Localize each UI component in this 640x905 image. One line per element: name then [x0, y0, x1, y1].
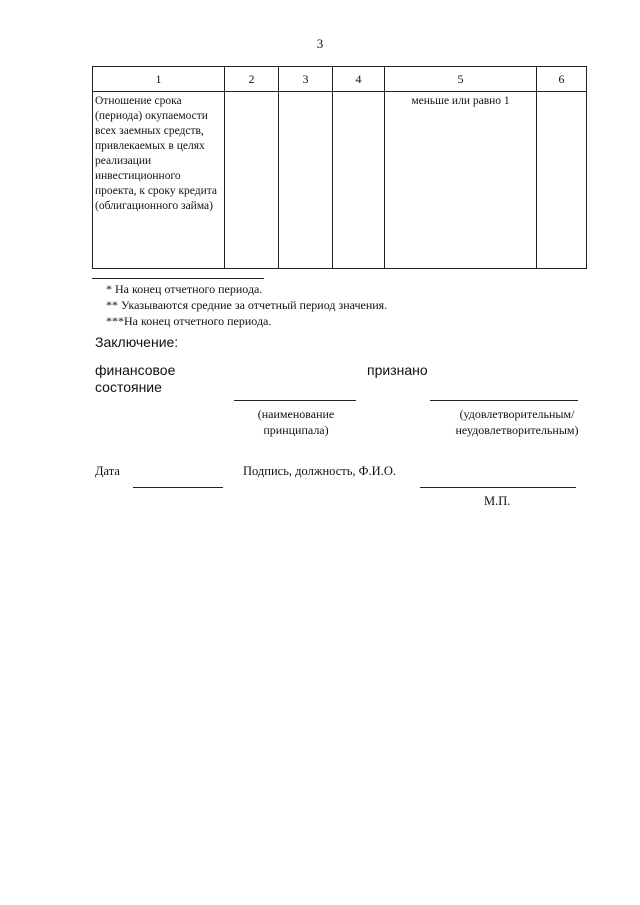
header-col-3: 3 — [279, 67, 333, 92]
financial-state-label: финансовое состояние — [95, 362, 176, 395]
header-col-1: 1 — [93, 67, 225, 92]
indicator-cell — [93, 92, 225, 269]
footnote-1: * На конец отчетного периода. — [106, 282, 263, 296]
table-row — [93, 92, 587, 269]
status-caption: (удовлетворительным/ неудовлетворительным) — [455, 407, 579, 437]
status-line[interactable] — [430, 400, 578, 401]
norm-text: меньше или равно 1 — [411, 95, 510, 107]
header-col-5: 5 — [385, 67, 537, 92]
date-label: Дата — [95, 464, 120, 478]
header-col-2: 2 — [225, 67, 279, 92]
value-cell-3 — [279, 92, 333, 269]
norm-cell — [385, 92, 537, 269]
principal-caption: (наименование принципала) — [257, 407, 335, 437]
value-cell-2 — [225, 92, 279, 269]
table-header-row — [93, 67, 587, 92]
page-number: 3 — [316, 36, 324, 51]
recognized-label: признано — [367, 362, 428, 378]
conclusion-title: Заключение: — [95, 334, 179, 350]
stamp-label: М.П. — [484, 494, 511, 508]
principal-name-line[interactable] — [234, 400, 356, 401]
footnote-2: ** Указываются средние за отчетный период значения. — [106, 298, 388, 312]
footnote-3: ***На конец отчетного периода. — [106, 314, 272, 328]
footnote-separator — [92, 278, 264, 279]
header-col-6: 6 — [537, 67, 587, 92]
signature-line[interactable] — [420, 487, 576, 488]
value-cell-4 — [333, 92, 385, 269]
indicator-text: Отношение срока (периода) окупаемости всех заемных средств, привлекаемых в целях реализации инвестиционного проекта, к сроку кредита (облигационного займа) — [95, 95, 218, 212]
value-cell-6 — [537, 92, 587, 269]
indicator-table — [92, 66, 587, 269]
header-col-4: 4 — [333, 67, 385, 92]
signature-label: Подпись, должность, Ф.И.О. — [243, 464, 396, 478]
date-line[interactable] — [133, 487, 223, 488]
